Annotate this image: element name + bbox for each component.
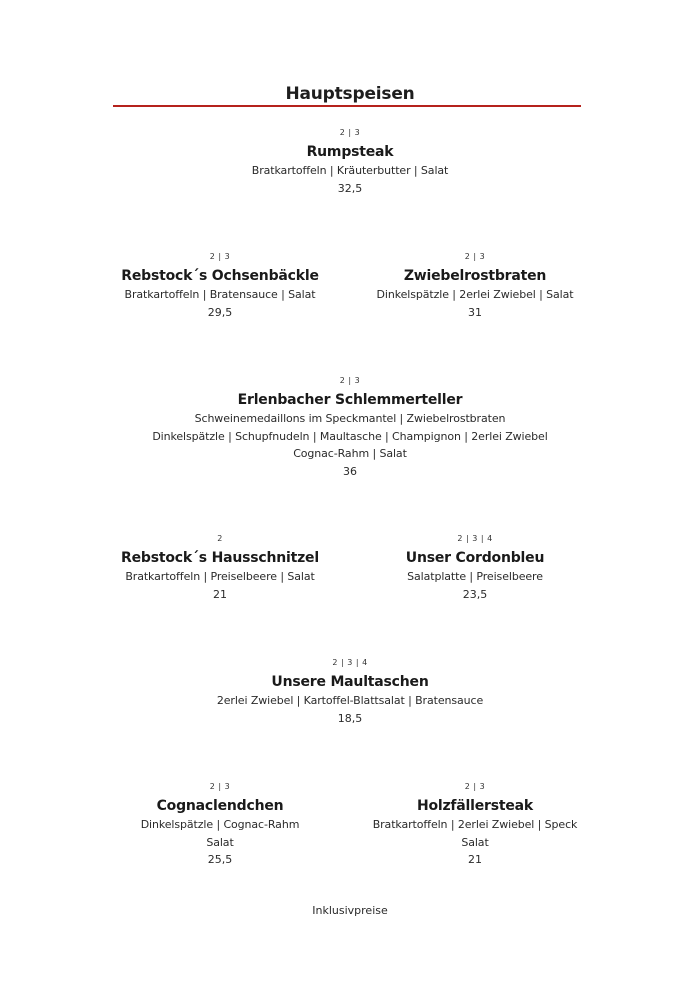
dish-description: Bratkartoffeln | 2erlei Zwiebel | Speck bbox=[372, 818, 578, 831]
dish-name: Rumpsteak bbox=[306, 144, 394, 160]
dish-name: Erlenbacher Schlemmerteller bbox=[237, 392, 463, 408]
dish-name: Rebstock´s Ochsenbäckle bbox=[121, 268, 319, 284]
allergen-codes: 2 | 3 | 4 bbox=[332, 658, 368, 667]
allergen-codes: 2 | 3 | 4 bbox=[457, 534, 493, 543]
dish-price: 18,5 bbox=[337, 711, 363, 725]
menu-item-schlemmerteller bbox=[0, 376, 700, 480]
dish-description: Dinkelspätzle | Schupfnudeln | Maultasche | Champignon | 2erlei Zwiebel bbox=[152, 429, 548, 443]
dish-price: 21 bbox=[468, 853, 482, 866]
allergen-codes: 2 | 3 bbox=[209, 782, 231, 791]
menu-item-zwiebelrostbraten bbox=[325, 252, 625, 321]
menu-item-holzfaellersteak bbox=[325, 782, 625, 869]
allergen-codes: 2 | 3 bbox=[464, 252, 486, 261]
dish-name: Unsere Maultaschen bbox=[271, 674, 429, 690]
dish-name: Unser Cordonbleu bbox=[405, 550, 545, 566]
dish-description: Bratkartoffeln | Bratensauce | Salat bbox=[124, 288, 316, 301]
dish-name: Cognaclendchen bbox=[156, 798, 284, 814]
page-title: Hauptspeisen bbox=[285, 84, 415, 104]
menu-item-maultaschen bbox=[0, 658, 700, 727]
allergen-codes: 2 | 3 bbox=[464, 782, 486, 791]
dish-description: Salatplatte | Preiselbeere bbox=[407, 570, 543, 583]
dish-name: Rebstock´s Hausschnitzel bbox=[121, 550, 319, 566]
dish-description: Salat bbox=[461, 835, 489, 849]
dish-description: Dinkelspätzle | 2erlei Zwiebel | Salat bbox=[376, 288, 574, 301]
dish-price: 31 bbox=[468, 305, 482, 319]
dish-description: Cognac-Rahm | Salat bbox=[293, 447, 407, 460]
dish-description: Salat bbox=[206, 835, 234, 849]
dish-description: Bratkartoffeln | Kräuterbutter | Salat bbox=[251, 164, 449, 177]
menu-item-rumpsteak bbox=[0, 128, 700, 197]
dish-price: 21 bbox=[213, 587, 227, 601]
dish-price: 32,5 bbox=[337, 181, 363, 195]
footer-note: Inklusivpreise bbox=[312, 904, 388, 917]
dish-price: 25,5 bbox=[207, 853, 233, 866]
dish-price: 23,5 bbox=[462, 587, 488, 601]
allergen-codes: 2 | 3 bbox=[339, 128, 361, 137]
allergen-codes: 2 bbox=[217, 534, 223, 543]
dish-description: Schweinemedaillons im Speckmantel | Zwiebelrostbraten bbox=[194, 412, 506, 425]
allergen-codes: 2 | 3 bbox=[209, 252, 231, 261]
dish-name: Holzfällersteak bbox=[416, 798, 534, 814]
dish-name: Zwiebelrostbraten bbox=[403, 268, 547, 284]
title-divider bbox=[113, 105, 581, 107]
dish-description: Bratkartoffeln | Preiselbeere | Salat bbox=[125, 570, 315, 583]
dish-description: 2erlei Zwiebel | Kartoffel-Blattsalat | Bratensauce bbox=[216, 694, 484, 707]
allergen-codes: 2 | 3 bbox=[339, 376, 361, 385]
menu-item-cordonbleu bbox=[325, 534, 625, 603]
dish-price: 29,5 bbox=[207, 305, 233, 319]
dish-price: 36 bbox=[343, 464, 357, 478]
dish-description: Dinkelspätzle | Cognac-Rahm bbox=[140, 818, 300, 831]
